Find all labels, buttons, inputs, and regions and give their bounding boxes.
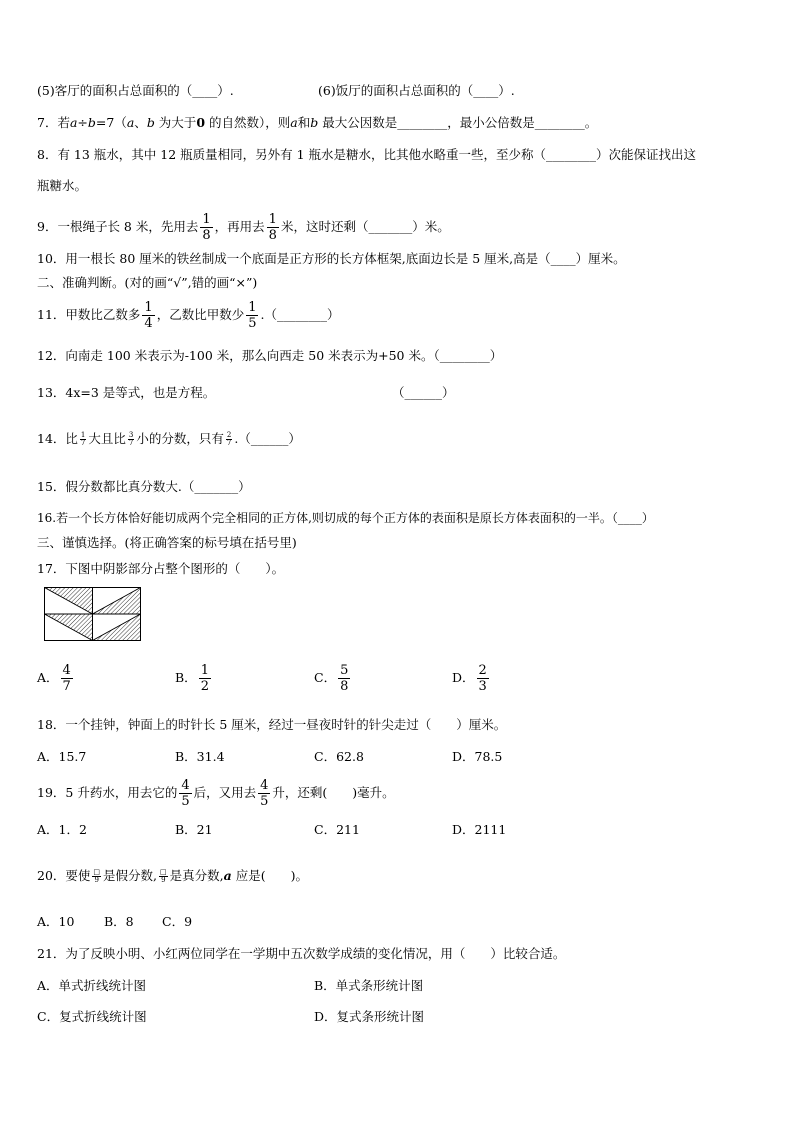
q19-f1-den: 5	[181, 794, 190, 809]
q14-f2-den: 7	[128, 439, 134, 447]
q20-text-1: 20．要使	[37, 868, 91, 883]
q19-text-3: 升，还剩( )毫升。	[272, 785, 395, 800]
q7-rest2: 的自然数），则	[205, 115, 291, 130]
q18-option-d: D．78.5	[452, 749, 503, 764]
q17-a-num: 4	[62, 663, 71, 678]
question-21	[37, 945, 565, 963]
q16-text: 16.若一个长方体恰好能切成两个完全相同的正方体,则切成的每个正方体的表面积是原长方体表面积的一半。（____）	[37, 511, 654, 525]
q9-f2-den: 8	[268, 228, 277, 243]
question-19	[37, 775, 395, 811]
q11-text-2: ，乙数比甲数少	[156, 307, 245, 322]
q9-f2-num: 1	[268, 212, 277, 227]
question-7	[37, 114, 597, 132]
q8-text-2: 瓶糖水。	[37, 178, 88, 193]
q14-fraction-1	[80, 432, 86, 447]
question-12	[37, 347, 502, 365]
q20-var-a: a	[223, 868, 232, 883]
section-3-heading	[37, 534, 297, 552]
q7-mid: 、	[134, 115, 147, 130]
q17-option-c-label: C．	[314, 670, 337, 685]
q9-f1-den: 8	[202, 228, 211, 243]
q19-option-a: A．1．2	[37, 822, 87, 837]
question-10	[37, 250, 626, 268]
q13-text: 13．4x=3 是等式，也是方程。	[37, 385, 216, 400]
q14-fraction-2	[128, 432, 134, 447]
section-2-heading	[37, 274, 257, 292]
q17-option-b	[175, 660, 213, 696]
q19-text-1: 19．5 升药水，用去它的	[37, 785, 178, 800]
q20-f2-den: 9	[161, 876, 166, 884]
q20-text-4: 应是( )。	[231, 868, 308, 883]
q20-fraction-2	[159, 869, 168, 884]
q11-f1-num: 1	[144, 300, 153, 315]
q14-fraction-3	[226, 432, 232, 447]
q9-fraction-1	[200, 212, 212, 243]
question-14	[37, 428, 301, 450]
q10-text: 10．用一根长 80 厘米的铁丝制成一个底面是正方形的长方体框架,底面边长是 5 厘米,高是（____）厘米。	[37, 251, 626, 266]
q17-b-num: 1	[200, 663, 209, 678]
q17-c-num: 5	[340, 663, 349, 678]
question-18	[37, 716, 506, 734]
q19-f2-num: 4	[260, 778, 269, 793]
q14-f1-den: 7	[80, 439, 86, 447]
q14-f3-den: 7	[226, 439, 232, 447]
q11-fraction-2	[246, 300, 258, 331]
q17-a-den: 7	[62, 679, 71, 694]
q7-var-a2: a	[126, 115, 135, 130]
q7-var-a3: a	[290, 115, 298, 130]
q20-option-a: A．10	[37, 914, 75, 929]
shaded-triangle-3	[45, 614, 93, 641]
q9-text-1: 9．一根绳子长 8 米，先用去	[37, 219, 199, 234]
q21-option-b: B．单式条形统计图	[314, 978, 424, 993]
question-20	[37, 865, 308, 887]
q19-text-2: 后，又用去	[193, 785, 257, 800]
q14-f1-num: 1	[80, 431, 86, 439]
q17-option-b-label: B．	[175, 670, 197, 685]
q17-d-den: 3	[478, 679, 487, 694]
q7-div: ÷	[77, 115, 88, 130]
q14-text-1: 14．比	[37, 431, 78, 446]
q17-option-d-fraction	[477, 663, 489, 694]
question-11	[37, 298, 339, 332]
q13-answer-blank: （______）	[392, 385, 455, 400]
question-13-blank	[392, 384, 455, 402]
q8-text-1: 8．有 13 瓶水，其中 12 瓶质量相同，另外有 1 瓶水是糖水，比其他水略重一些，至少称（________）次能保证找出这	[37, 147, 697, 162]
q17-option-a-label: A．	[37, 670, 59, 685]
q19-fraction-2	[258, 778, 270, 809]
question-5	[37, 82, 234, 100]
section-3-title: 三、谨慎选择。(将正确答案的标号填在括号里)	[37, 535, 297, 550]
q14-f3-num: 2	[226, 431, 232, 439]
q20-f1-num: □	[93, 868, 101, 876]
q7-and: 和	[297, 115, 311, 130]
q17-option-a-fraction	[61, 663, 73, 694]
q12-text: 12．向南走 100 米表示为-100 米，那么向西走 50 米表示为+50 米。（________）	[37, 348, 503, 363]
q17-option-d	[452, 660, 491, 696]
q7-var-b2: b	[146, 115, 155, 130]
q18-stem: 18．一个挂钟，钟面上的时针长 5 厘米，经过一昼夜时针的针尖走过（ ）厘米。	[37, 717, 507, 732]
question-17	[37, 560, 284, 578]
q17-stem: 17．下图中阴影部分占整个图形的（ ）。	[37, 561, 285, 576]
q7-rest3: 最大公因数是________，最小公倍数是________。	[318, 115, 598, 130]
shaded-triangle-4	[93, 614, 141, 641]
q7-var-b3: b	[310, 115, 319, 130]
q17-d-num: 2	[478, 663, 487, 678]
q19-option-c: C．211	[314, 822, 360, 837]
q14-text-2: 大且比	[88, 431, 126, 446]
q20-option-b: B．8	[104, 914, 134, 929]
question-8-line1	[37, 146, 696, 164]
q7-zero: 0	[196, 115, 206, 130]
section-2-title: 二、准确判断。(对的画“√”,错的画“×”)	[37, 275, 258, 290]
q19-f2-den: 5	[260, 794, 269, 809]
q20-f1-den: 9	[94, 876, 99, 884]
q14-f2-num: 3	[128, 431, 134, 439]
question-13	[37, 384, 215, 402]
q7-num: 7．若	[37, 115, 70, 130]
shaded-triangle-2	[93, 588, 141, 615]
q11-text-3: .（________）	[260, 307, 340, 322]
q9-text-3: 米，这时还剩（_______）米。	[280, 219, 450, 234]
q7-var-a: a	[69, 115, 78, 130]
q11-fraction-1	[142, 300, 154, 331]
q18-option-a: A．15.7	[37, 749, 87, 764]
q20-fraction-1	[92, 869, 101, 884]
q6-text: (6)饭厅的面积占总面积的（____）.	[318, 83, 515, 98]
q18-option-c: C．62.8	[314, 749, 364, 764]
q21-stem: 21．为了反映小明、小红两位同学在一学期中五次数学成绩的变化情况，用（ ）比较合适。	[37, 946, 566, 961]
q17-c-den: 8	[340, 679, 349, 694]
question-16	[37, 509, 654, 527]
q17-b-den: 2	[200, 679, 209, 694]
q7-var-b: b	[87, 115, 96, 130]
q19-f1-num: 4	[181, 778, 190, 793]
q11-f2-den: 5	[248, 316, 257, 331]
q11-f2-num: 1	[248, 300, 257, 315]
q14-text-4: .（______）	[234, 431, 301, 446]
question-9	[37, 210, 450, 244]
q21-option-d: D．复式条形统计图	[314, 1009, 425, 1024]
q19-option-d: D．2111	[452, 822, 507, 837]
q7-eq: =7（	[95, 115, 127, 130]
q17-shaded-figure	[44, 587, 141, 641]
q19-option-b: B．21	[175, 822, 213, 837]
q9-fraction-2	[267, 212, 279, 243]
q17-option-d-label: D．	[452, 670, 475, 685]
question-6	[318, 82, 515, 100]
shaded-triangle-1	[45, 588, 93, 615]
q7-rest1: 为大于	[154, 115, 197, 130]
q21-option-c: C．复式折线统计图	[37, 1009, 147, 1024]
q20-f2-num: □	[160, 868, 167, 876]
q9-text-2: ，再用去	[214, 219, 265, 234]
q20-text-3: 是真分数,	[169, 868, 224, 883]
q9-f1-num: 1	[202, 212, 211, 227]
q20-text-2: 是假分数,	[103, 868, 158, 883]
q5-text: (5)客厅的面积占总面积的（____）.	[37, 83, 234, 98]
q20-option-c: C．9	[162, 914, 193, 929]
q17-option-b-fraction	[199, 663, 211, 694]
question-15	[37, 478, 251, 496]
q18-option-b: B．31.4	[175, 749, 225, 764]
q17-option-c	[314, 660, 352, 696]
q15-text: 15．假分数都比真分数大.（_______）	[37, 479, 251, 494]
q17-option-a	[37, 660, 75, 696]
q14-text-3: 小的分数，只有	[136, 431, 224, 446]
q17-option-c-fraction	[338, 663, 350, 694]
q11-f1-den: 4	[144, 316, 153, 331]
q11-text-1: 11．甲数比乙数多	[37, 307, 141, 322]
q21-option-a: A．单式折线统计图	[37, 978, 147, 993]
question-8-line2	[37, 177, 87, 195]
q19-fraction-1	[179, 778, 191, 809]
